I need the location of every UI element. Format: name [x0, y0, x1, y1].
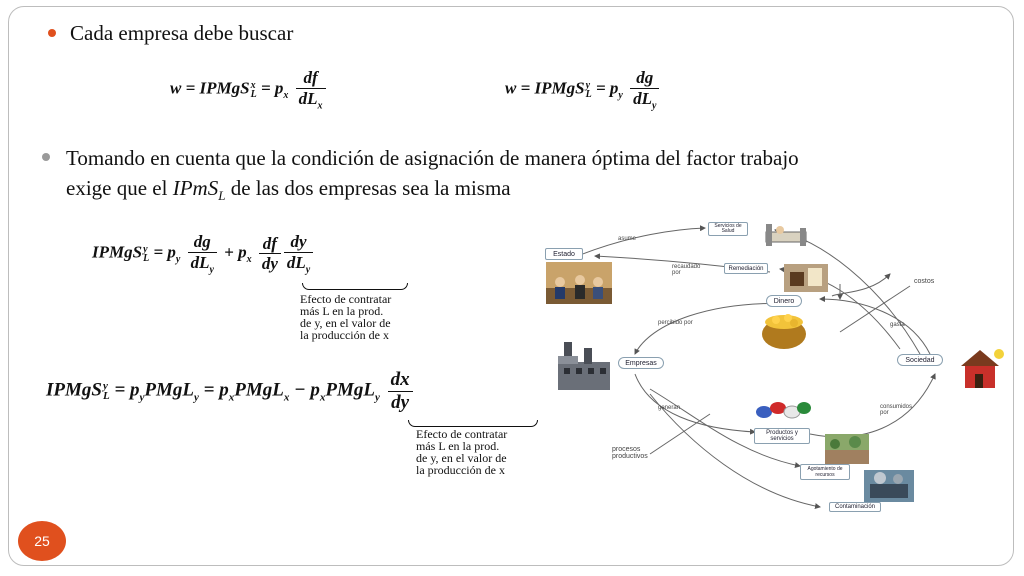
eq4-t1b: PMgL: [144, 379, 195, 401]
box-empresas: Empresas: [618, 357, 664, 369]
money-pot-image: [758, 308, 810, 350]
label-consumidos: consumidos por: [880, 404, 913, 416]
eq4-t1bsub: y: [194, 391, 199, 404]
eq1-den: dL: [298, 88, 318, 108]
eq1-sup: x: [250, 79, 256, 91]
eq3-underbrace: [302, 283, 408, 290]
note-1-line-1: Efecto de contratar: [300, 292, 392, 306]
eq4-den: dy: [391, 391, 410, 413]
eq3-psub: y: [175, 254, 181, 266]
eq3-den2: dy: [261, 254, 278, 274]
eq1-psub: x: [283, 90, 289, 102]
box-productos: Productos y servicios: [754, 428, 810, 444]
label-costos: costos: [914, 278, 935, 285]
box-contaminacion: Contaminación: [829, 502, 881, 512]
note-2-line-4: la producción de x: [416, 463, 505, 477]
eq2-num: dg: [630, 68, 659, 89]
eq2-mid: = p: [595, 78, 619, 98]
eq4-t1: = p: [114, 379, 140, 401]
hospital-bed-image: [762, 220, 810, 250]
eq1-sub: L: [250, 88, 257, 100]
eq3-fraction-1: [188, 232, 217, 275]
bullet-2-ipms: IPmS: [172, 176, 219, 200]
eq4-t2: = p: [203, 379, 229, 401]
economy-cycle-diagram: [540, 214, 1015, 514]
label-recaudado: recaudado por: [672, 264, 701, 276]
eq1-fraction: [296, 68, 326, 111]
eq4-t3b: PMgL: [325, 379, 375, 401]
eq2-sub: L: [585, 88, 592, 100]
eq4-sub: L: [102, 390, 110, 403]
page-number-badge: 25: [18, 521, 66, 561]
eq3-fraction-2: [259, 234, 281, 274]
note-2-line-1: Efecto de contratar: [416, 427, 508, 441]
note-1-line-2: más L en la prod.: [300, 304, 384, 318]
eq3-fraction-3: [284, 232, 313, 275]
bullet-2-part-a: exige que el: [66, 176, 173, 200]
eq3-num3: dy: [284, 232, 313, 253]
label-generan: generan: [658, 405, 681, 411]
note-1-line-4: la producción de x: [300, 328, 389, 342]
box-estado: Estado: [545, 248, 583, 260]
eq3-den1: dL: [190, 252, 210, 272]
box-remediacion: Remediación: [724, 263, 768, 274]
eq3-num2: df: [259, 234, 281, 255]
eq3-sup: y: [143, 243, 148, 255]
eq4-t3bsub: y: [374, 391, 380, 404]
label-asume: asume: [618, 236, 637, 242]
eq4-t3sub: x: [319, 391, 326, 404]
note-1-line-3: de y, en el valor de: [300, 316, 391, 330]
equation-2: [505, 68, 662, 111]
eq3-p2sub: x: [246, 254, 252, 266]
box-dinero: Dinero: [766, 295, 802, 307]
eq3-lhs: IPMgS: [92, 242, 143, 262]
government-meeting-image: [546, 262, 612, 304]
bullet-dot-1: [48, 29, 56, 37]
factory-image: [554, 332, 614, 392]
eq3-sub: L: [143, 252, 150, 264]
equation-1: [170, 68, 329, 111]
eq3-mid: = p: [153, 242, 176, 262]
label-gasta: gasta: [890, 322, 905, 328]
equation-4: [46, 369, 416, 414]
eq2-den: dL: [633, 88, 652, 108]
eq3-den1sub: y: [209, 263, 214, 275]
bullet-2-part-b: de las dos empresas sea la misma: [225, 176, 511, 200]
eq4-sup: y: [102, 380, 108, 393]
paint-products-image: [754, 398, 812, 424]
box-sociedad: Sociedad: [897, 354, 943, 366]
bullet-1-text: Cada empresa debe buscar: [70, 21, 294, 45]
eq4-t2bsub: x: [283, 391, 290, 404]
eq1-mid: = p: [260, 78, 284, 98]
eq4-fraction: [388, 369, 413, 414]
remediation-image: [784, 264, 828, 292]
house-image: [955, 346, 1007, 390]
eq1-lhs: w = IPMgS: [170, 78, 250, 98]
eq4-t2sub: x: [228, 391, 235, 404]
eq2-fraction: [630, 68, 659, 111]
eq2-psub: y: [618, 90, 623, 102]
pollution-image: [864, 470, 914, 502]
label-procesos: procesos productivos: [612, 446, 648, 460]
note-2-line-2: más L en la prod.: [416, 439, 500, 453]
eq4-num: dx: [388, 369, 413, 392]
eq4-underbrace: [408, 420, 538, 427]
eq1-densub: x: [317, 99, 323, 111]
eq2-lhs: w = IPMgS: [505, 78, 585, 98]
eq4-t3: − p: [294, 379, 320, 401]
eq4-t1sub: y: [139, 391, 145, 404]
eq2-sup: y: [585, 79, 591, 91]
eq3-den3: dL: [286, 252, 306, 272]
eq4-t2b: PMgL: [234, 379, 284, 401]
eq3-num1: dg: [188, 232, 217, 253]
box-agotamiento: Agotamiento de recursos: [800, 464, 850, 480]
bullet-dot-2: [42, 153, 50, 161]
equation-3: [92, 232, 316, 275]
box-servicios-salud: Servicios de Salud: [708, 222, 748, 236]
eq2-densub: y: [652, 99, 657, 111]
note-1: [300, 293, 391, 341]
note-2: [416, 428, 507, 476]
label-percibido: percibido por: [658, 320, 693, 326]
bullet-2-line-1: Tomando en cuenta que la condición de asignación de manera óptima del factor trabajo: [66, 146, 799, 170]
eq3-plus: + p: [224, 242, 247, 262]
eq3-den3sub: y: [305, 263, 311, 275]
bullet-2-line-2: [66, 174, 511, 210]
eq1-num: df: [296, 68, 326, 89]
note-2-line-3: de y, en el valor de: [416, 451, 507, 465]
resource-depletion-image: [825, 434, 869, 464]
bullet-2-ipms-sub: L: [218, 188, 226, 204]
eq4-lhs: IPMgS: [46, 379, 102, 401]
